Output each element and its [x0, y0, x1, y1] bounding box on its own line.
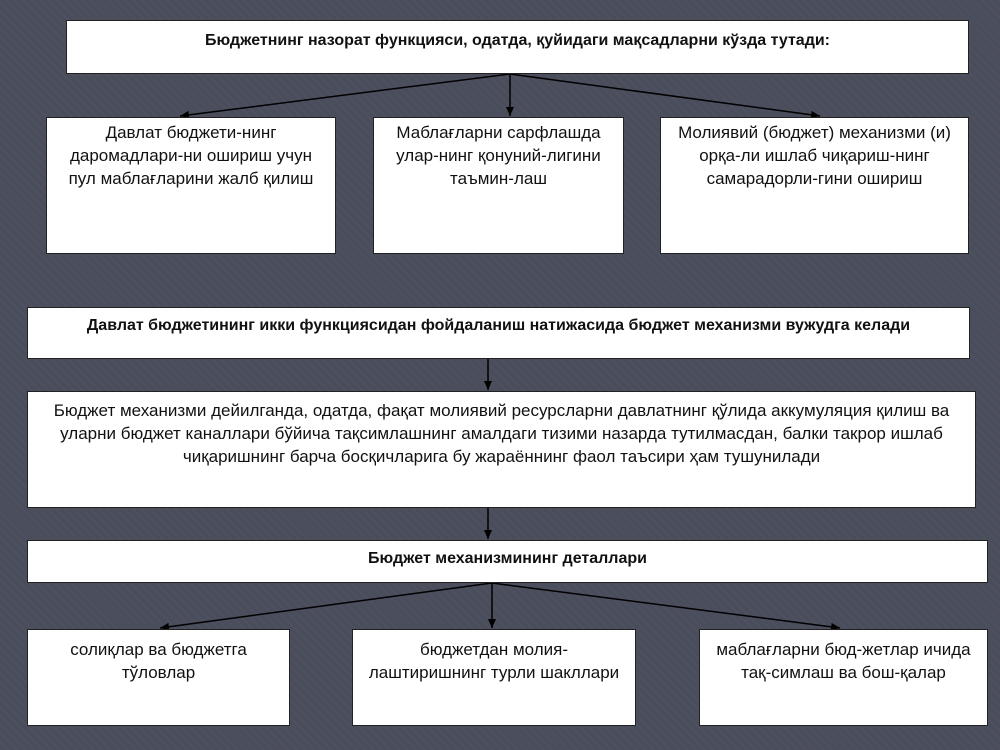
arrow-top-to-goal-1 [180, 74, 510, 116]
detail-box-distribution [699, 629, 988, 726]
arrow-details-to-item-1 [160, 583, 492, 628]
detail-text-distribution: маблағларни бюд-жетлар ичида тақ-симлаш ва бош-қалар [716, 640, 971, 682]
budget-mechanism-text: Давлат бюджетининг икки функциясидан фойдаланиш натижасида бюджет механизми вужудга келади [86, 317, 911, 334]
detail-text-taxes: солиқлар ва бюджетга тўловлар [70, 640, 247, 682]
control-function-text: Бюджетнинг назорат функцияси, одатда, қуйидаги мақсадларни кўзда тутади: [204, 32, 831, 49]
goal-text-efficiency: Молиявий (бюджет) механизми (и) орқа-ли ишлаб чиқариш-нинг самарадорли-гини ошириш [678, 123, 951, 188]
mechanism-description-box [27, 391, 976, 508]
detail-text-financing: бюджетдан молия-лаштиришнинг турли шакллари [368, 640, 620, 682]
control-function-box [66, 20, 969, 74]
goal-box-legality [373, 117, 624, 254]
detail-box-financing [352, 629, 636, 726]
mechanism-description-text: Бюджет механизми дейилганда, одатда, фақат молиявий ресурсларни давлатнинг қўлида аккумуляция қилиш ва уларни бюджет каналлари бўйича тақсимлашнинг амалдаги тизими назарда тутилмасдан, балки такрор ишлаб чиқаришнинг барча босқичларига бу жараённинг фаол таъсири ҳам тушунилади [53, 401, 950, 466]
goal-text-legality: Маблағларни сарфлашда улар-нинг қонуний-лигини таъмин-лаш [396, 123, 601, 188]
budget-mechanism-box [27, 307, 970, 359]
mechanism-details-text: Бюджет механизмининг деталлари [368, 550, 647, 567]
goal-box-revenue [46, 117, 336, 254]
arrow-details-to-item-3 [492, 583, 840, 628]
arrow-top-to-goal-3 [510, 74, 820, 116]
goal-box-efficiency [660, 117, 969, 254]
mechanism-details-box [27, 540, 988, 583]
detail-box-taxes [27, 629, 290, 726]
goal-text-revenue: Давлат бюджети-нинг даромадлари-ни ошириш учун пул маблағларини жалб қилиш [68, 123, 314, 188]
